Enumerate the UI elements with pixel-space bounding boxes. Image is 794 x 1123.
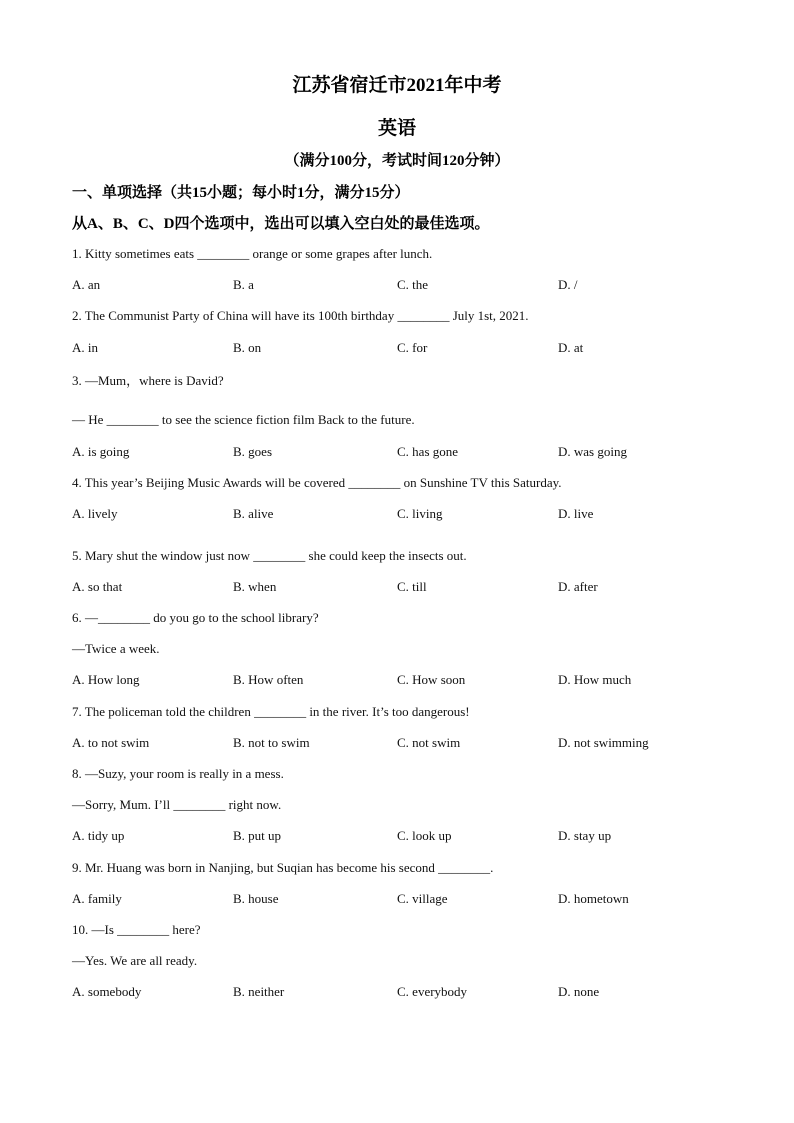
question-8-stem: 8. —Suzy, your room is really in a mess. xyxy=(72,766,284,781)
section-heading: 一、单项选择（共15小题；每小时1分，满分15分） xyxy=(72,185,410,201)
question-5-option-a: A. so that xyxy=(72,579,123,594)
question-6-option-d: D. How much xyxy=(558,672,632,687)
question-9-option-a: A. family xyxy=(72,891,122,906)
question-3-stem: 3. —Mum，where is David? xyxy=(72,373,224,388)
question-6-line-2: —Twice a week. xyxy=(72,641,160,656)
question-4-option-a: A. lively xyxy=(72,506,118,521)
question-5-option-b: B. when xyxy=(233,579,277,594)
question-8-option-c: C. look up xyxy=(397,828,452,843)
question-10-option-b: B. neither xyxy=(233,984,285,999)
question-9-stem: 9. Mr. Huang was born in Nanjing, but Suqian has become his second ________. xyxy=(72,860,494,875)
question-9-option-b: B. house xyxy=(233,891,279,906)
question-7-option-c: C. not swim xyxy=(397,735,461,750)
exam-info: （满分100分，考试时间120分钟） xyxy=(284,153,510,169)
question-10-option-a: A. somebody xyxy=(72,984,142,999)
question-10-option-c: C. everybody xyxy=(397,984,468,999)
question-2-option-c: C. for xyxy=(397,340,428,355)
exam-title: 江苏省宿迁市2021年中考 xyxy=(292,75,502,96)
question-9-option-c: C. village xyxy=(397,891,448,906)
question-4-stem: 4. This year’s Beijing Music Awards will be covered ________ on Sunshine TV this Saturday. xyxy=(72,475,562,490)
question-5-option-c: C. till xyxy=(397,579,427,594)
question-6-option-b: B. How often xyxy=(233,672,304,687)
question-8-option-b: B. put up xyxy=(233,828,282,843)
section-instruction: 从A、B、C、D四个选项中，选出可以填入空白处的最佳选项。 xyxy=(72,216,490,232)
question-10-stem: 10. —Is ________ here? xyxy=(72,922,201,937)
question-4-option-c: C. living xyxy=(397,506,443,521)
question-8-line-2: —Sorry, Mum. I’ll ________ right now. xyxy=(72,797,282,812)
question-5-option-d: D. after xyxy=(558,579,598,594)
question-3-option-d: D. was going xyxy=(558,444,627,459)
question-1-option-a: A. an xyxy=(72,277,101,292)
question-6-stem: 6. —________ do you go to the school library? xyxy=(72,610,319,625)
question-8-option-d: D. stay up xyxy=(558,828,612,843)
question-2-option-d: D. at xyxy=(558,340,584,355)
question-4-option-d: D. live xyxy=(558,506,594,521)
question-3-option-b: B. goes xyxy=(233,444,272,459)
question-6-option-c: C. How soon xyxy=(397,672,466,687)
question-2-option-b: B. on xyxy=(233,340,262,355)
question-6-option-a: A. How long xyxy=(72,672,140,687)
question-8-option-a: A. tidy up xyxy=(72,828,125,843)
question-2-option-a: A. in xyxy=(72,340,98,355)
question-7-option-a: A. to not swim xyxy=(72,735,150,750)
question-3-option-c: C. has gone xyxy=(397,444,459,459)
question-2-stem: 2. The Communist Party of China will have its 100th birthday ________ July 1st, 2021. xyxy=(72,308,529,323)
question-3-line-2: — He ________ to see the science fiction film Back to the future. xyxy=(72,412,415,427)
question-3-option-a: A. is going xyxy=(72,444,130,459)
exam-subject: 英语 xyxy=(377,118,416,139)
question-9-option-d: D. hometown xyxy=(558,891,629,906)
question-5-stem: 5. Mary shut the window just now ________ she could keep the insects out. xyxy=(72,548,467,563)
question-7-option-b: B. not to swim xyxy=(233,735,310,750)
question-1-option-b: B. a xyxy=(233,277,254,292)
question-10-line-2: —Yes. We are all ready. xyxy=(72,953,198,968)
question-10-option-d: D. none xyxy=(558,984,600,999)
question-1-option-d: D. / xyxy=(558,277,578,292)
question-1-option-c: C. the xyxy=(397,277,429,292)
question-7-option-d: D. not swimming xyxy=(558,735,649,750)
question-4-option-b: B. alive xyxy=(233,506,274,521)
question-7-stem: 7. The policeman told the children ________ in the river. It’s too dangerous! xyxy=(72,704,470,719)
question-1-stem: 1. Kitty sometimes eats ________ orange or some grapes after lunch. xyxy=(72,246,433,261)
